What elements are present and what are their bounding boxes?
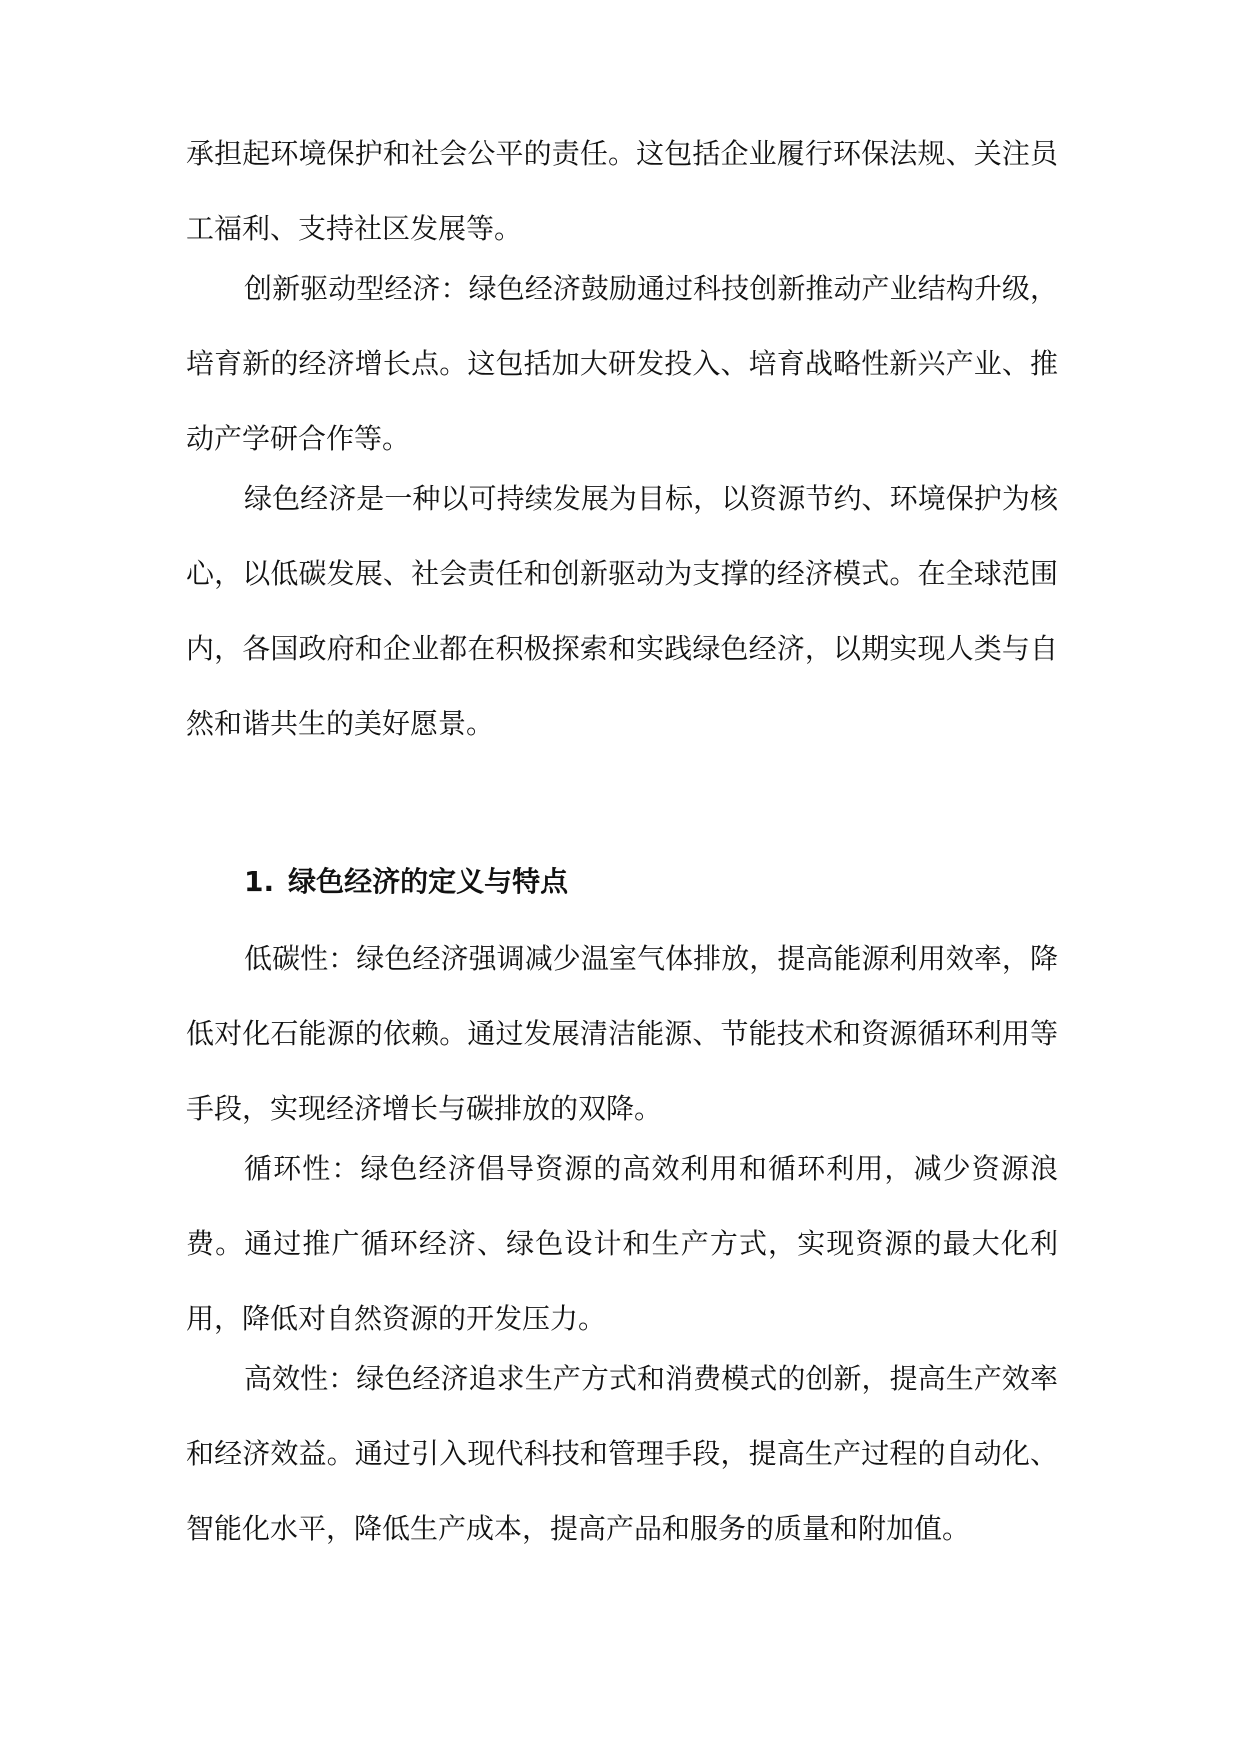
paragraph-innovation-driven: 创新驱动型经济：绿色经济鼓励通过科技创新推动产业结构升级，培育新的经济增长点。这包括加大研发投入、培育战略性新兴产业、推动产学研合作等。	[186, 272, 1058, 455]
section-title: 绿色经济的定义与特点	[288, 865, 569, 898]
paragraph-low-carbon: 低碳性：绿色经济强调减少温室气体排放，提高能源利用效率，降低对化石能源的依赖。通过发展清洁能源、节能技术和资源循环利用等手段，实现经济增长与碳排放的双降。	[186, 942, 1058, 1125]
paragraph-efficiency: 高效性：绿色经济追求生产方式和消费模式的创新，提高生产效率和经济效益。通过引入现代科技和管理手段，提高生产过程的自动化、智能化水平，降低生产成本，提高产品和服务的质量和附加值。	[186, 1362, 1058, 1545]
paragraph-continuation: 承担起环境保护和社会公平的责任。这包括企业履行环保法规、关注员工福利、支持社区发展等。	[186, 137, 1058, 245]
section-number: 1.	[244, 865, 275, 898]
section-heading	[244, 852, 568, 912]
paragraph-green-economy-summary: 绿色经济是一种以可持续发展为目标，以资源节约、环境保护为核心，以低碳发展、社会责任和创新驱动为支撑的经济模式。在全球范围内，各国政府和企业都在积极探索和实践绿色经济，以期实现人类与自然和谐共生的美好愿景。	[186, 482, 1058, 740]
paragraph-circularity: 循环性：绿色经济倡导资源的高效利用和循环利用，减少资源浪费。通过推广循环经济、绿色设计和生产方式，实现资源的最大化利用，降低对自然资源的开发压力。	[186, 1152, 1058, 1335]
